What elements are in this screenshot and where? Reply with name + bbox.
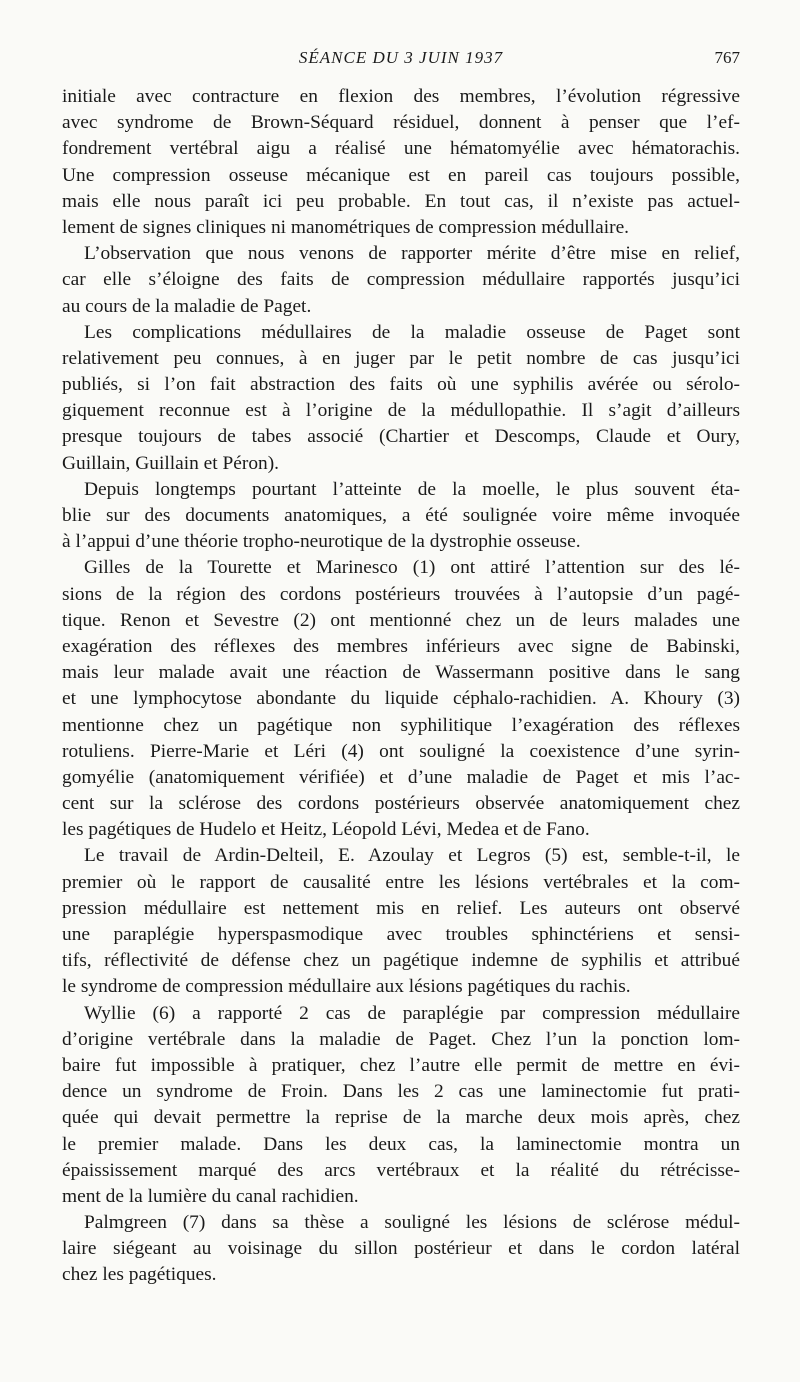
text-line: laire siégeant au voisinage du sillon postérieur et dans le cordon latéral (62, 1238, 740, 1260)
text-line: mais elle nous paraît ici peu probable. En tout cas, il n’existe pas actuel- (62, 190, 740, 212)
paragraph (62, 1210, 740, 1289)
text-line: L’observation que nous venons de rapporter mérite d’être mise en relief, (84, 243, 740, 265)
text-line: cent sur la sclérose des cordons postérieurs observée anatomiquement chez (62, 793, 740, 815)
text-line: dence un syndrome de Froin. Dans les 2 cas une laminectomie fut prati- (62, 1081, 740, 1103)
paragraph (62, 241, 740, 320)
text-line: sions de la région des cordons postérieurs trouvées à l’autopsie d’un pagé- (62, 583, 740, 605)
text-line: baire fut impossible à pratiquer, chez l’autre elle permit de mettre en évi- (62, 1054, 740, 1076)
text-line: giquement reconnue est à l’origine de la médullopathie. Il s’agit d’ailleurs (62, 400, 740, 422)
paragraph (62, 84, 740, 241)
text-line: Gilles de la Tourette et Marinesco (1) ont attiré l’attention sur des lé- (84, 557, 740, 579)
text-line: ment de la lumière du canal rachidien. (62, 1185, 359, 1207)
text-line: Depuis longtemps pourtant l’atteinte de la moelle, le plus souvent éta- (84, 478, 740, 500)
body-text (62, 84, 740, 1289)
paragraph (62, 1001, 740, 1211)
text-line: le premier malade. Dans les deux cas, la laminectomie montra un (62, 1133, 740, 1155)
text-line: presque toujours de tabes associé (Chartier et Descomps, Claude et Oury, (62, 426, 740, 448)
running-head (62, 48, 740, 72)
text-line: avec syndrome de Brown-Séquard résiduel, donnent à penser que l’ef- (62, 112, 740, 134)
text-line: Palmgreen (7) dans sa thèse a souligné les lésions de sclérose médul- (84, 1212, 740, 1234)
text-line: relativement peu connues, à en juger par le petit nombre de cas jusqu’ici (62, 347, 740, 369)
text-line: d’origine vertébrale dans la maladie de Paget. Chez l’un la ponction lom- (62, 1028, 740, 1050)
paragraph (62, 320, 740, 477)
text-line: rotuliens. Pierre-Marie et Léri (4) ont souligné la coexistence d’une syrin- (62, 740, 740, 762)
text-line: au cours de la maladie de Paget. (62, 295, 312, 317)
text-line: épaississement marqué des arcs vertébraux et la réalité du rétrécisse- (62, 1159, 740, 1181)
text-line: premier où le rapport de causalité entre les lésions vertébrales et la com- (62, 871, 740, 893)
text-line: le syndrome de compression médullaire aux lésions pagétiques du rachis. (62, 976, 631, 998)
paragraph (62, 477, 740, 556)
text-line: gomyélie (anatomiquement vérifiée) et d’une maladie de Paget et mis l’ac- (62, 766, 740, 788)
text-line: quée qui devait permettre la reprise de la marche deux mois après, chez (62, 1107, 740, 1129)
paragraph (62, 843, 740, 1000)
running-title: SÉANCE DU 3 JUIN 1937 (298, 48, 504, 67)
text-line: chez les pagétiques. (62, 1264, 217, 1286)
text-line: Une compression osseuse mécanique est en pareil cas toujours possible, (62, 164, 740, 186)
text-line: et une lymphocytose abondante du liquide céphalo-rachidien. A. Khoury (3) (62, 688, 740, 710)
text-line: fondrement vertébral aigu a réalisé une hématomyélie avec hématorachis. (62, 138, 740, 160)
text-line: Wyllie (6) a rapporté 2 cas de paraplégie par compression médullaire (84, 1002, 740, 1024)
text-line: Le travail de Ardin-Delteil, E. Azoulay et Legros (5) est, semble-t-il, le (84, 845, 740, 867)
text-line: lement de signes cliniques ni manométriques de compression médullaire. (62, 216, 630, 238)
text-line: Les complications médullaires de la maladie osseuse de Paget sont (84, 321, 740, 343)
text-line: tique. Renon et Sevestre (2) ont mentionné chez un de leurs malades une (62, 609, 740, 631)
text-line: mais leur malade avait une réaction de Wassermann positive dans le sang (62, 662, 740, 684)
text-line: tifs, réflectivité de défense chez un pagétique indemne de syphilis et attribué (62, 950, 740, 972)
text-line: Guillain, Guillain et Péron). (62, 452, 280, 474)
text-line: car elle s’éloigne des faits de compression médullaire rapportés jusqu’ici (62, 269, 740, 291)
text-line: à l’appui d’une théorie tropho-neurotique de la dystrophie osseuse. (62, 531, 581, 553)
text-line: les pagétiques de Hudelo et Heitz, Léopold Lévi, Medea et de Fano. (62, 819, 590, 841)
text-line: blie sur des documents anatomiques, a été soulignée voire même invoquée (62, 505, 740, 526)
text-line: mentionne chez un pagétique non syphilitique l’exagération des réflexes (62, 714, 740, 736)
paragraph (62, 555, 740, 843)
text-line: pression médullaire est nettement mis en relief. Les auteurs ont observé (62, 897, 740, 919)
text-line: initiale avec contracture en flexion des membres, l’évolution régressive (62, 86, 740, 107)
text-line: exagération des réflexes des membres inférieurs avec signe de Babinski, (62, 635, 740, 657)
page-number: 767 (714, 48, 740, 67)
text-line: publiés, si l’on fait abstraction des faits où une syphilis avérée ou sérolo- (62, 374, 740, 396)
text-line: une paraplégie hyperspasmodique avec troubles sphinctériens et sensi- (62, 924, 740, 945)
